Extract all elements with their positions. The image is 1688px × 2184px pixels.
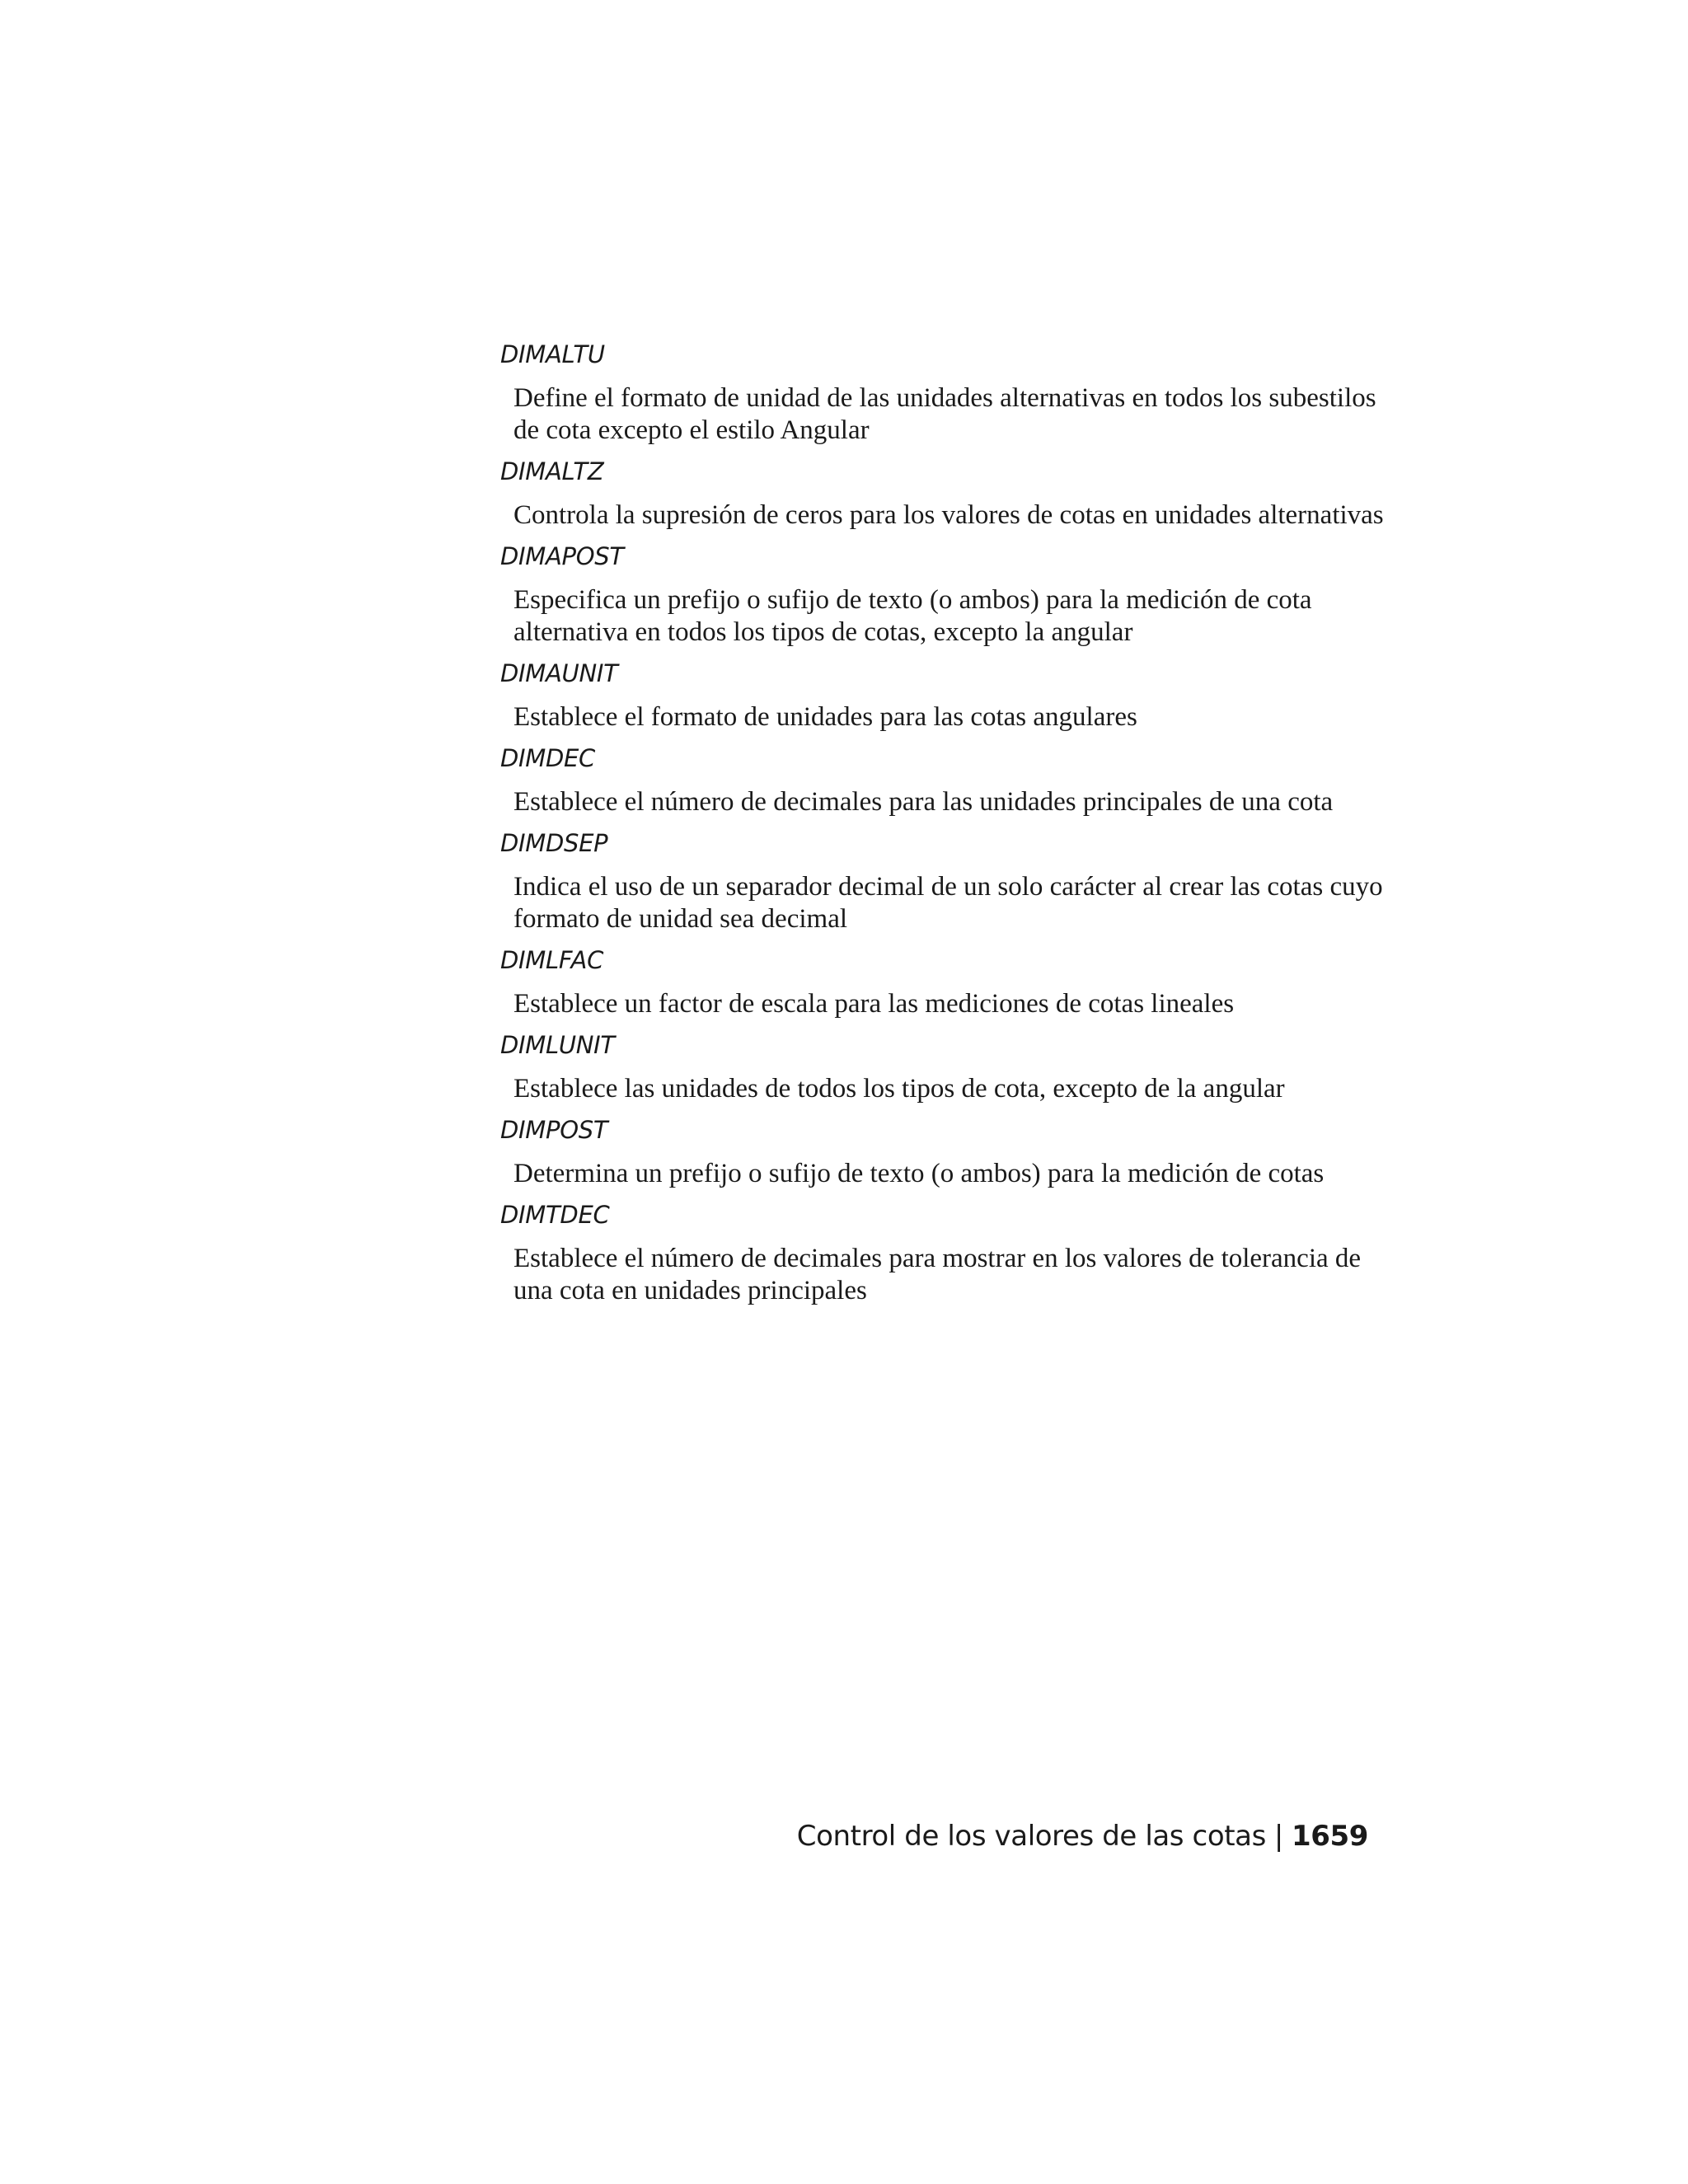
variable-description: Determina un prefijo o sufijo de texto (o ambos) para la medición de cotas	[513, 1159, 1325, 1188]
list-item	[500, 828, 1407, 935]
variable-name: DIMDSEP	[500, 829, 608, 857]
page-number: 1659	[1291, 1820, 1368, 1853]
variable-name: DIMTDEC	[500, 1201, 610, 1229]
variable-description: Establece el número de decimales para las unidades principales de una cota	[513, 787, 1334, 817]
variable-description: Establece el número de decimales para mostrar en los valores de tolerancia de una cota en unidades principales	[513, 1244, 1362, 1305]
variable-name: DIMAPOST	[500, 542, 624, 570]
list-item	[500, 1200, 1407, 1307]
variable-description: Indica el uso de un separador decimal de un solo carácter al crear las cotas cuyo formato de unidad sea decimal	[513, 872, 1383, 934]
list-item	[500, 1030, 1407, 1105]
list-item	[500, 340, 1407, 447]
list-item	[500, 1115, 1407, 1190]
page-footer	[797, 1820, 1368, 1853]
list-item	[500, 945, 1407, 1020]
variable-description: Especifica un prefijo o sufijo de texto (o ambos) para la medición de cota alternativa en todos los tipos de cotas, excepto la angular	[513, 585, 1312, 647]
list-item	[500, 743, 1407, 818]
footer-section-title: Control de los valores de las cotas	[796, 1820, 1266, 1853]
variable-description: Establece las unidades de todos los tipos de cota, excepto de la angular	[513, 1074, 1285, 1104]
variable-name: DIMALTU	[500, 340, 605, 368]
variable-description: Establece un factor de escala para las mediciones de cotas lineales	[513, 989, 1235, 1019]
variable-name: DIMDEC	[500, 744, 596, 772]
variable-name: DIMPOST	[500, 1116, 608, 1144]
variable-list	[500, 340, 1407, 1317]
variable-description: Establece el formato de unidades para las cotas angulares	[513, 702, 1137, 732]
variable-name: DIMLUNIT	[500, 1031, 615, 1059]
list-item	[500, 658, 1407, 733]
variable-name: DIMLFAC	[500, 946, 604, 974]
list-item	[500, 457, 1407, 532]
footer-separator: |	[1273, 1820, 1283, 1853]
variable-name: DIMALTZ	[500, 457, 604, 485]
variable-name: DIMAUNIT	[500, 659, 618, 687]
variable-description: Controla la supresión de ceros para los valores de cotas en unidades alternativas	[513, 500, 1384, 530]
variable-description: Define el formato de unidad de las unidades alternativas en todos los subestilos de cota excepto el estilo Angular	[513, 383, 1376, 445]
list-item	[500, 541, 1407, 649]
